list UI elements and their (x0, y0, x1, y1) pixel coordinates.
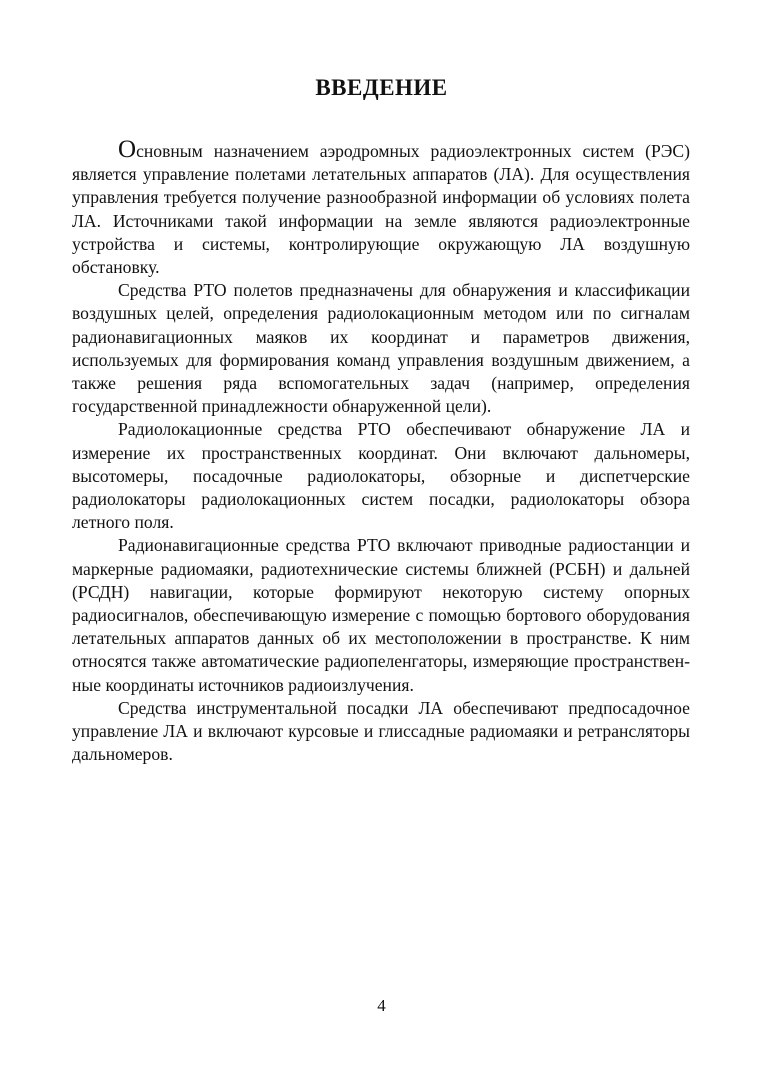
page-number: 4 (377, 996, 386, 1015)
paragraph-2: Средства РТО полетов предназначены для обнаружения и классификации воздушных целей, определения радиолокационным методом или по сигналам радионавигационных маяков их координат и параметров движения, используемых для формирования команд управления воздушным движением, а также решения ряда вспомогательных задач (например, определения государственной принадлежности обнаруженной цели). (72, 280, 690, 417)
paragraph-1 (72, 138, 690, 279)
paragraph-3: Радиолокационные средства РТО обеспечивают обнаружение ЛА и измерение их пространственных координат. Они включают дальномеры, высотомеры, посадочные радиолокаторы, обзорные и диспетчерские радиолокаторы радиолокационных систем посадки, радиолокаторы обзора летного поля. (72, 419, 690, 533)
paragraph-5: Средства инструментальной посадки ЛА обеспечивают предпосадочное управление ЛА и включают курсовые и глиссадные радиомаяки и ретрансляторы дальномеров. (72, 697, 690, 765)
paragraph-1-text: сновным назначением аэродромных радиоэлектронных систем (РЭС) является управление полетами летательных аппаратов (ЛА). Для осуществления управления требуется получение разнообразной информации об условиях полета ЛА. Источниками такой информации на земле являются радиоэлектронные устройства и системы, контролирующие окружающую ЛА воздушную обстановку. (72, 141, 690, 278)
initial-letter: О (118, 136, 137, 163)
page-title: ВВЕДЕНИЕ (315, 75, 448, 100)
body-text (72, 138, 690, 766)
paragraph-4: Радионавигационные средства РТО включают приводные радиостанции и маркерные радиомаяки, радиотехнические системы ближней (РСБН) и дальней (РСДН) навигации, которые формируют некоторую систему опорных радиосигналов, обеспечивающую измерение с помощью бортового оборудования летательных аппаратов данных об их местоположении в пространстве. К ним относятся также автоматические радиопеленгаторы, измеряющие пространственные координаты источников радиоизлучения. (72, 535, 690, 695)
